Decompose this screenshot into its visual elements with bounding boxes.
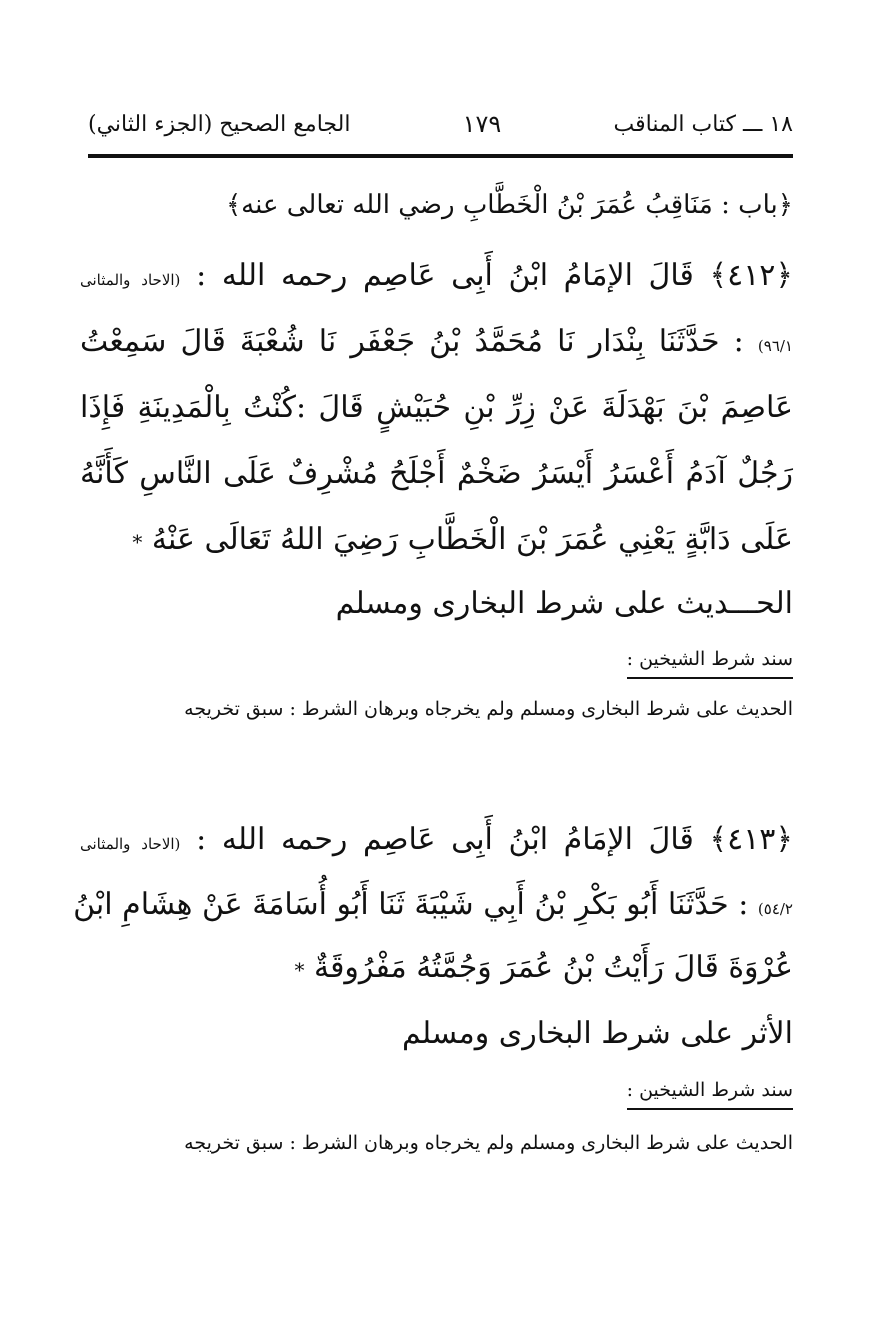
- sanad-label: سند شرط الشيخين :: [627, 1076, 793, 1110]
- source-reference: (الاحاد والمثانى: [80, 835, 181, 853]
- hadith-413-verdict: الأثر على شرط البخارى ومسلم: [402, 1016, 793, 1051]
- matn-end: عَلَى دَابَّةٍ يَعْنِي عُمَرَ بْنَ الْخَطَّابِ رَضِيَ اللهُ تَعَالَى عَنْهُ: [151, 522, 793, 557]
- source-volume: ٥٤/٢): [757, 900, 793, 918]
- star-marker: *: [294, 958, 305, 982]
- star-marker: *: [132, 530, 143, 554]
- source-reference: (الاحاد والمثانى: [80, 271, 181, 289]
- running-header: [88, 104, 793, 144]
- grading-note: الحديث على شرط البخارى ومسلم ولم يخرجاه وبرهان الشرط : سبق تخريجه: [184, 698, 793, 720]
- matn-text: عُرْوَةَ قَالَ رَأَيْتُ بْنُ عُمَرَ وَجُمَّتُهُ مَفْرُوقَةٌ: [314, 950, 793, 985]
- hadith-412-verdict: الحـــديث على شرط البخارى ومسلم: [335, 586, 793, 621]
- hadith-412-line-4: رَجُلٌ آدَمُ أَعْسَرُ أَيْسَرُ ضَخْمٌ أَجْلَحُ مُشْرِفٌ عَلَى النَّاسِ كَأَنَّهُ: [80, 456, 793, 491]
- narrator-intro: قَالَ الإمَامُ ابْنُ أَبِى عَاصِم رحمه الله :: [196, 822, 694, 857]
- hadith-412-line-2: [80, 320, 793, 368]
- hadith-413-line-1: [80, 818, 793, 866]
- hadith-413-line-2: [73, 883, 793, 931]
- chapter-heading: ﴿باب : مَنَاقِبُ عُمَرَ بْنُ الْخَطَّابِ رضي الله تعالى عنه﴾: [225, 190, 793, 220]
- hadith-412-line-5: [80, 518, 793, 564]
- narrator-intro: قَالَ الإمَامُ ابْنُ أَبِى عَاصِم رحمه الله :: [196, 258, 694, 293]
- source-volume: ٩٦/١): [757, 337, 793, 355]
- hadith-number: ﴿٤١٣﴾: [709, 822, 793, 857]
- page-number: ١٧٩: [462, 110, 502, 138]
- grading-note: الحديث على شرط البخارى ومسلم ولم يخرجاه وبرهان الشرط : سبق تخريجه: [184, 1132, 793, 1154]
- hadith-412-line-3: عَاصِمَ بْنَ بَهْدَلَةَ عَنْ زِرِّ بْنِ حُبَيْشٍ قَالَ :كُنْتُ بِالْمَدِينَةِ فَإِذَا: [80, 390, 793, 425]
- isnad-text: : حَدَّثَنَا أَبُو بَكْرِ بْنُ أَبِي شَيْبَةَ ثَنَا أَبُو أُسَامَةَ عَنْ هِشَامِ ابْنُ: [73, 887, 749, 922]
- hadith-412-line-1: [80, 254, 793, 302]
- book-title: الجامع الصحيح (الجزء الثاني): [88, 111, 351, 137]
- hadith-413-line-3: [80, 946, 793, 992]
- hadith-number: ﴿٤١٢﴾: [709, 258, 793, 293]
- isnad-text: : حَدَّثَنَا بِنْدَار نَا مُحَمَّدُ بْنُ جَعْفَر نَا شُعْبَةَ قَالَ سَمِعْتُ: [80, 324, 744, 359]
- chapter-title: ١٨ ـــ كتاب المناقب: [613, 111, 793, 137]
- header-rule: [88, 154, 793, 158]
- sanad-label: سند شرط الشيخين :: [627, 645, 793, 679]
